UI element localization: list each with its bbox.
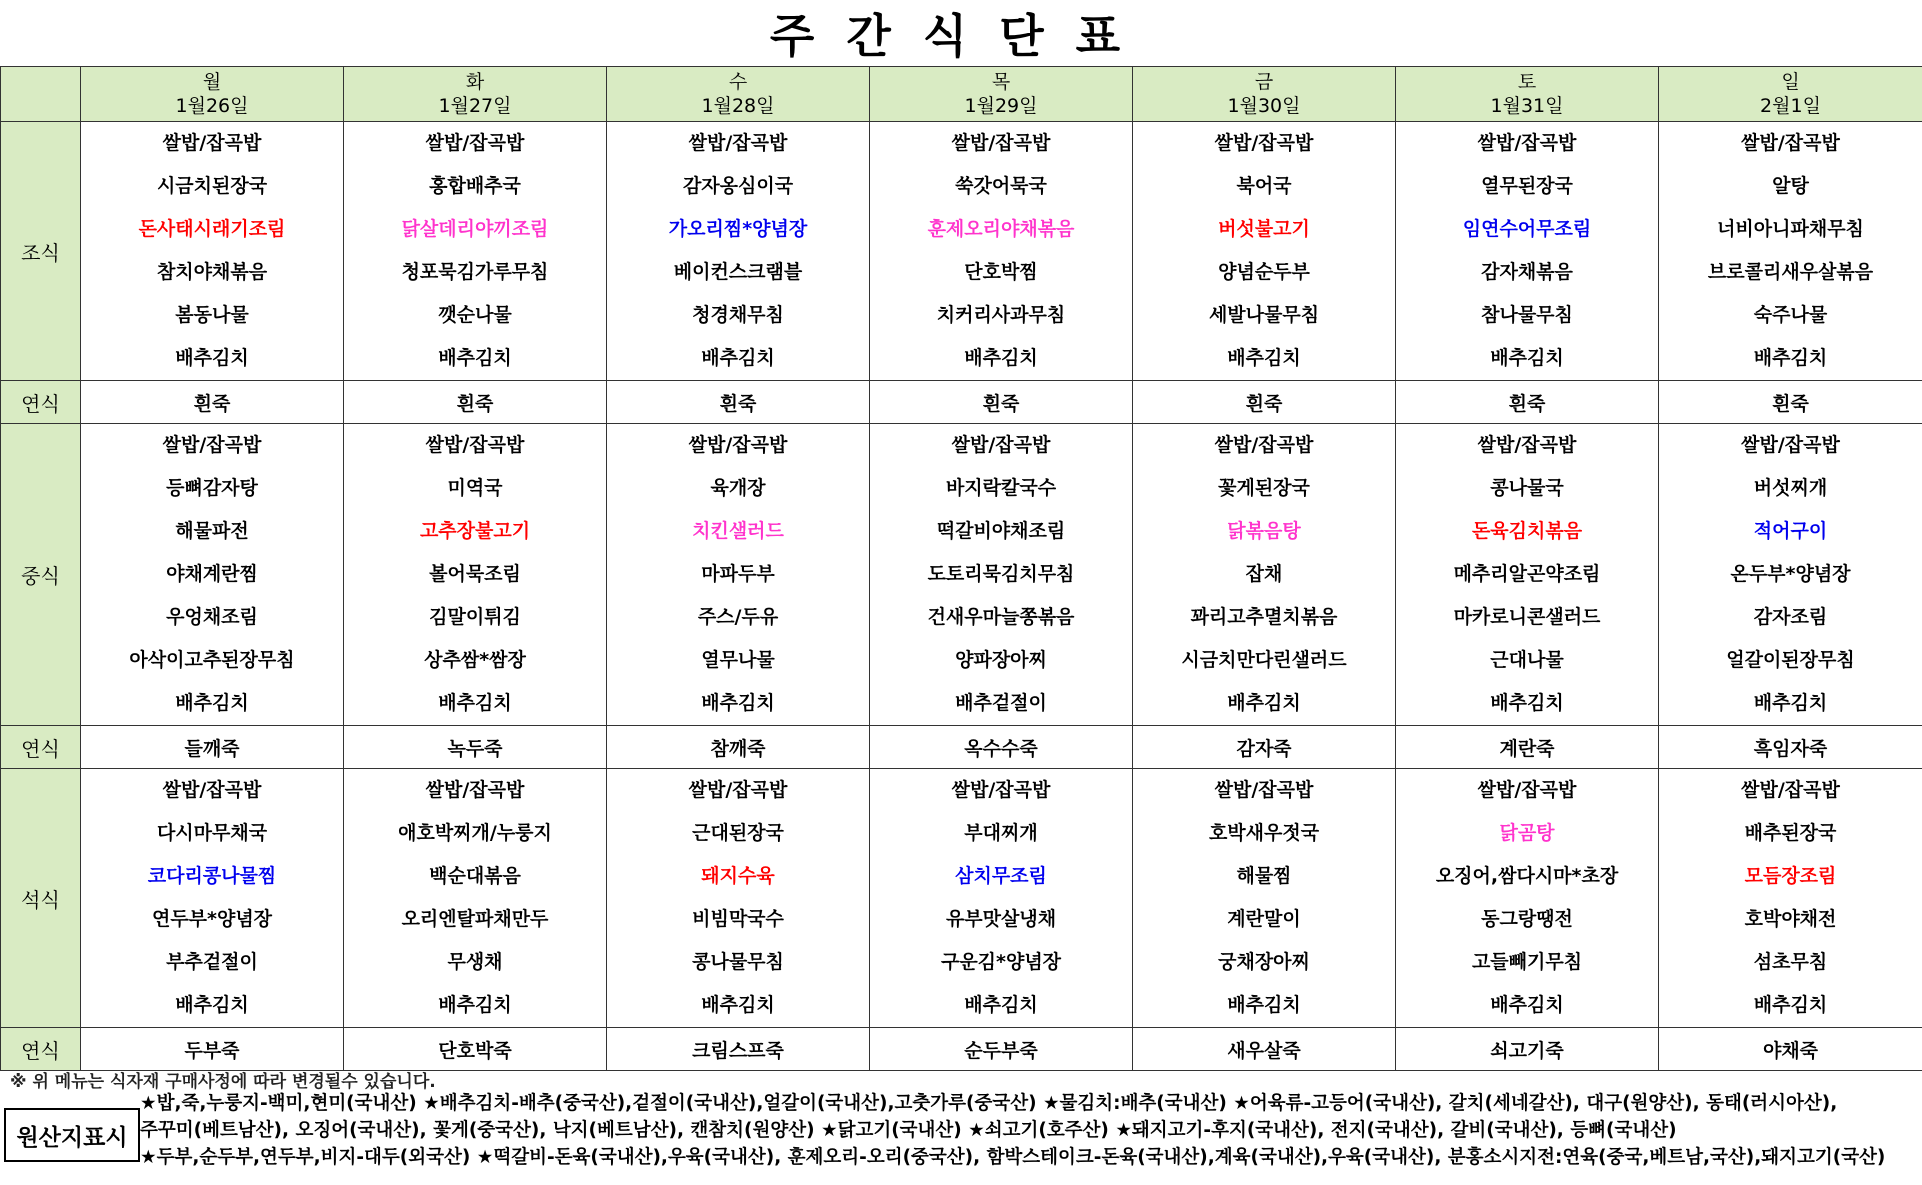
day-header (1133, 67, 1396, 122)
menu-item: 깻순나물 (438, 304, 512, 326)
menu-item: 주스/두유 (697, 606, 779, 628)
menu-item: 쌀밥/잡곡밥 (1214, 132, 1314, 154)
menu-item: 쌀밥/잡곡밥 (1741, 779, 1840, 801)
porridge-cell: 크림스프죽 (607, 1028, 870, 1071)
meal-label: 중식 (1, 424, 81, 726)
menu-item: 배추김치 (438, 347, 512, 369)
menu-item: 북어국 (1236, 175, 1292, 197)
menu-item: 돼지수육 (701, 865, 775, 887)
menu-item: 배추김치 (1490, 994, 1564, 1016)
menu-cell (870, 769, 1133, 1028)
menu-item: 알탕 (1772, 175, 1809, 197)
porridge-cell: 참깨죽 (607, 726, 870, 769)
day-header (870, 67, 1133, 122)
menu-item: 홍합배추국 (429, 175, 521, 197)
menu-item: 배추김치 (964, 994, 1038, 1016)
menu-item: 배추김치 (701, 994, 775, 1016)
menu-table (0, 66, 1922, 1071)
menu-item: 배추겉절이 (955, 692, 1047, 714)
menu-item: 쌀밥/잡곡밥 (688, 779, 788, 801)
menu-item: 감자채볶음 (1481, 261, 1573, 283)
menu-item: 메추리알곤약조림 (1453, 563, 1601, 585)
page-title: 주간식단표 (0, 0, 1922, 68)
menu-item: 배추김치 (701, 692, 775, 714)
menu-item: 비빔막국수 (692, 908, 784, 930)
menu-item: 닭볶음탕 (1227, 520, 1301, 542)
menu-item: 쌀밥/잡곡밥 (951, 132, 1051, 154)
day-date: 1월29일 (964, 95, 1038, 117)
menu-item: 브로콜리새우살볶음 (1707, 261, 1874, 283)
porridge-cell: 녹두죽 (344, 726, 607, 769)
menu-item: 열무된장국 (1481, 175, 1573, 197)
menu-item: 백순대볶음 (429, 865, 521, 887)
porridge-cell: 새우살죽 (1133, 1028, 1396, 1071)
menu-item: 등뼈감자탕 (166, 477, 258, 499)
meal-label: 연식 (1, 726, 81, 769)
menu-item: 배추김치 (701, 347, 775, 369)
day-date: 1월26일 (175, 95, 249, 117)
menu-cell (1659, 769, 1922, 1028)
origin-line: ★두부,순두부,연두부,비지-대두(외국산) ★떡갈비-돈육(국내산),우육(국내산), 훈제오리-오리(중국산), 함박스테이크-돈육(국내산),계육(국내산),우육(국내산), 분홍소시지전:연육(중국,베트남,국산),돼지고기(국산) (140, 1147, 1886, 1168)
menu-cell (81, 424, 344, 726)
menu-cell (607, 424, 870, 726)
menu-item: 섬초무침 (1753, 951, 1828, 973)
meal-row (1, 769, 1922, 1028)
day-header (81, 67, 344, 122)
menu-item: 임연수어무조림 (1462, 218, 1592, 240)
porridge-cell: 흰죽 (1659, 381, 1922, 424)
menu-item: 적어구이 (1753, 520, 1828, 542)
menu-item: 고추장불고기 (419, 520, 531, 542)
porridge-cell: 쇠고기죽 (1396, 1028, 1659, 1071)
porridge-cell: 야채죽 (1659, 1028, 1922, 1071)
menu-item: 배추김치 (1753, 347, 1828, 369)
porridge-row (1, 726, 1922, 769)
menu-cell (81, 769, 344, 1028)
menu-item: 쌀밥/잡곡밥 (951, 434, 1051, 456)
menu-item: 베이컨스크램블 (673, 261, 803, 283)
day-header-row (1, 67, 1922, 122)
menu-item: 꽈리고추멸치볶음 (1190, 606, 1338, 628)
menu-item: 배추김치 (175, 994, 249, 1016)
menu-item: 쌀밥/잡곡밥 (425, 132, 525, 154)
menu-item: 아삭이고추된장무침 (129, 649, 295, 671)
meal-label: 연식 (1, 1028, 81, 1071)
porridge-cell: 들깨죽 (81, 726, 344, 769)
menu-item: 돈사태시래기조림 (138, 218, 286, 240)
menu-item: 쌀밥/잡곡밥 (162, 779, 262, 801)
menu-item: 콩나물무침 (692, 951, 784, 973)
day-date: 2월1일 (1760, 95, 1821, 117)
menu-item: 돈육김치볶음 (1471, 520, 1583, 542)
porridge-cell: 옥수수죽 (870, 726, 1133, 769)
day-name: 금 (1254, 71, 1274, 93)
origin-label: 원산지표시 (4, 1108, 140, 1162)
meal-label: 석식 (1, 769, 81, 1028)
meal-row (1, 424, 1922, 726)
porridge-cell: 계란죽 (1396, 726, 1659, 769)
day-name: 수 (728, 71, 748, 93)
menu-cell (607, 769, 870, 1028)
menu-cell (607, 122, 870, 381)
porridge-cell: 단호박죽 (344, 1028, 607, 1071)
porridge-cell: 흑임자죽 (1659, 726, 1922, 769)
menu-item: 청포묵김가루무침 (401, 261, 549, 283)
menu-item: 배추김치 (1227, 347, 1301, 369)
menu-item: 청경채무침 (692, 304, 784, 326)
menu-item: 유부맛살냉채 (945, 908, 1057, 930)
menu-cell (1133, 122, 1396, 381)
menu-item: 쌀밥/잡곡밥 (162, 434, 262, 456)
meal-label: 조식 (1, 122, 81, 381)
menu-item: 배추된장국 (1744, 822, 1837, 844)
porridge-cell: 순두부죽 (870, 1028, 1133, 1071)
notice-text: ※ 위 메뉴는 식자재 구매사정에 따라 변경될수 있습니다. (10, 1072, 436, 1092)
day-name: 화 (465, 71, 485, 93)
day-name: 목 (991, 71, 1011, 93)
porridge-cell: 흰죽 (81, 381, 344, 424)
menu-item: 야채계란찜 (166, 563, 258, 585)
porridge-cell: 흰죽 (870, 381, 1133, 424)
menu-item: 다시마무채국 (156, 822, 268, 844)
menu-item: 해물찜 (1236, 865, 1292, 887)
day-name: 월 (202, 71, 222, 93)
menu-item: 쌀밥/잡곡밥 (951, 779, 1051, 801)
menu-item: 치커리사과무침 (936, 304, 1066, 326)
menu-item: 우엉채조림 (166, 606, 258, 628)
menu-item: 무생채 (447, 951, 503, 973)
menu-item: 콩나물국 (1490, 477, 1564, 499)
menu-item: 호박새우젓국 (1208, 822, 1320, 844)
day-header (1396, 67, 1659, 122)
menu-item: 고들빼기무침 (1471, 951, 1583, 973)
menu-item: 숙주나물 (1753, 304, 1828, 326)
menu-item: 오리엔탈파채만두 (401, 908, 549, 930)
menu-item: 육개장 (710, 477, 766, 499)
menu-item: 참나물무침 (1481, 304, 1573, 326)
menu-cell (1396, 424, 1659, 726)
menu-item: 봄동나물 (175, 304, 249, 326)
menu-item: 쌀밥/잡곡밥 (1477, 132, 1577, 154)
menu-cell (1659, 424, 1922, 726)
meal-label: 연식 (1, 381, 81, 424)
menu-item: 가오리찜*양념장 (668, 218, 808, 240)
menu-item: 닭곰탕 (1499, 822, 1555, 844)
menu-item: 쌀밥/잡곡밥 (1214, 434, 1314, 456)
menu-cell (1396, 769, 1659, 1028)
menu-item: 애호박찌개/누룽지 (398, 822, 552, 844)
menu-item: 호박야채전 (1744, 908, 1837, 930)
menu-cell (344, 122, 607, 381)
menu-cell (1133, 424, 1396, 726)
menu-item: 배추김치 (1753, 692, 1828, 714)
porridge-row (1, 1028, 1922, 1071)
menu-cell (344, 424, 607, 726)
menu-item: 닭살데리야끼조림 (401, 218, 549, 240)
menu-item: 훈제오리야채볶음 (927, 218, 1075, 240)
menu-item: 버섯찌개 (1753, 477, 1828, 499)
day-date: 1월28일 (701, 95, 775, 117)
menu-item: 버섯불고기 (1218, 218, 1310, 240)
menu-item: 도토리묵김치무침 (927, 563, 1075, 585)
menu-item: 바지락칼국수 (945, 477, 1057, 499)
menu-item: 배추김치 (438, 994, 512, 1016)
menu-cell (81, 122, 344, 381)
menu-item: 쑥갓어묵국 (955, 175, 1047, 197)
day-name: 일 (1781, 71, 1800, 93)
menu-item: 부추겉절이 (166, 951, 258, 973)
menu-item: 열무나물 (701, 649, 775, 671)
day-header (1659, 67, 1922, 122)
menu-item: 동그랑땡전 (1481, 908, 1573, 930)
day-header (607, 67, 870, 122)
menu-item: 쌀밥/잡곡밥 (1477, 779, 1577, 801)
menu-item: 오징어,쌈다시마*초장 (1435, 865, 1619, 887)
day-name: 토 (1517, 71, 1537, 93)
menu-item: 참치야채볶음 (156, 261, 268, 283)
menu-item: 쌀밥/잡곡밥 (688, 434, 788, 456)
menu-item: 미역국 (447, 477, 503, 499)
porridge-cell: 흰죽 (1133, 381, 1396, 424)
day-date: 1월27일 (438, 95, 512, 117)
meal-row (1, 122, 1922, 381)
origin-info (140, 1090, 1915, 1171)
porridge-cell: 감자죽 (1133, 726, 1396, 769)
menu-item: 김말이튀김 (429, 606, 521, 628)
menu-item: 양념순두부 (1218, 261, 1310, 283)
menu-item: 부대찌개 (964, 822, 1038, 844)
menu-item: 쌀밥/잡곡밥 (1214, 779, 1314, 801)
menu-item: 쌀밥/잡곡밥 (425, 779, 525, 801)
menu-item: 쌀밥/잡곡밥 (162, 132, 262, 154)
menu-item: 배추김치 (964, 347, 1038, 369)
menu-item: 쌀밥/잡곡밥 (1741, 132, 1840, 154)
menu-item: 계란말이 (1227, 908, 1301, 930)
porridge-cell: 두부죽 (81, 1028, 344, 1071)
menu-cell (1396, 122, 1659, 381)
menu-item: 모듬장조림 (1744, 865, 1837, 887)
porridge-cell: 흰죽 (1396, 381, 1659, 424)
menu-item: 배추김치 (438, 692, 512, 714)
menu-item: 너비아니파채무침 (1717, 218, 1864, 240)
menu-cell (344, 769, 607, 1028)
menu-item: 시금치만다린샐러드 (1181, 649, 1347, 671)
menu-item: 단호박찜 (964, 261, 1038, 283)
menu-item: 삼치무조림 (955, 865, 1047, 887)
menu-item: 근대된장국 (692, 822, 784, 844)
menu-item: 떡갈비야채조림 (936, 520, 1066, 542)
menu-item: 건새우마늘쫑볶음 (927, 606, 1075, 628)
menu-item: 얼갈이된장무침 (1726, 649, 1855, 671)
menu-item: 배추김치 (175, 692, 249, 714)
menu-item: 꽃게된장국 (1218, 477, 1310, 499)
menu-item: 치킨샐러드 (692, 520, 784, 542)
menu-cell (870, 424, 1133, 726)
menu-item: 배추김치 (1490, 692, 1564, 714)
menu-item: 연두부*양념장 (151, 908, 273, 930)
menu-item: 쌀밥/잡곡밥 (1741, 434, 1840, 456)
menu-item: 감자옹심이국 (682, 175, 794, 197)
menu-item: 볼어묵조림 (429, 563, 521, 585)
menu-item: 근대나물 (1490, 649, 1564, 671)
menu-item: 마카로니콘샐러드 (1453, 606, 1601, 628)
day-date: 1월30일 (1227, 95, 1301, 117)
menu-cell (1659, 122, 1922, 381)
menu-item: 상추쌈*쌈장 (424, 649, 526, 671)
menu-item: 궁채장아찌 (1218, 951, 1310, 973)
porridge-row (1, 381, 1922, 424)
menu-item: 시금치된장국 (156, 175, 268, 197)
origin-line: ★밥,죽,누룽지-백미,현미(국내산) ★배추김치-배추(중국산),겉절이(국내산),얼갈이(국내산),고춧가루(중국산) ★물김치:배추(국내산) ★어육류-고등어(국내산), 갈치(세네갈산), 대구(원양산), 동태(러시아산), (140, 1093, 1838, 1114)
origin-line: 주꾸미(베트남산), 오징어(국내산), 꽃게(중국산), 낙지(베트남산), 캔참치(원양산) ★닭고기(국내산) ★쇠고기(호주산) ★돼지고기-후지(국내산), 전지(국내산), 갈비(국내산), 등뼈(국내산) (140, 1120, 1677, 1141)
menu-cell (870, 122, 1133, 381)
day-header (344, 67, 607, 122)
menu-item: 감자조림 (1753, 606, 1828, 628)
porridge-cell: 흰죽 (607, 381, 870, 424)
menu-item: 쌀밥/잡곡밥 (688, 132, 788, 154)
menu-item: 쌀밥/잡곡밥 (425, 434, 525, 456)
menu-item: 온두부*양념장 (1730, 563, 1851, 585)
menu-item: 배추김치 (1490, 347, 1564, 369)
menu-item: 마파두부 (701, 563, 775, 585)
menu-item: 배추김치 (1753, 994, 1828, 1016)
menu-item: 양파장아찌 (955, 649, 1047, 671)
menu-item: 배추김치 (1227, 994, 1301, 1016)
day-date: 1월31일 (1490, 95, 1564, 117)
menu-item: 잡채 (1245, 563, 1283, 585)
menu-item: 코다리콩나물찜 (147, 865, 277, 887)
menu-item: 배추김치 (1227, 692, 1301, 714)
menu-cell (1133, 769, 1396, 1028)
header-corner (1, 67, 81, 122)
porridge-cell: 흰죽 (344, 381, 607, 424)
menu-item: 구운김*양념장 (940, 951, 1062, 973)
menu-item: 세발나물무침 (1208, 304, 1320, 326)
menu-item: 쌀밥/잡곡밥 (1477, 434, 1577, 456)
menu-item: 해물파전 (175, 520, 249, 542)
menu-item: 배추김치 (175, 347, 249, 369)
